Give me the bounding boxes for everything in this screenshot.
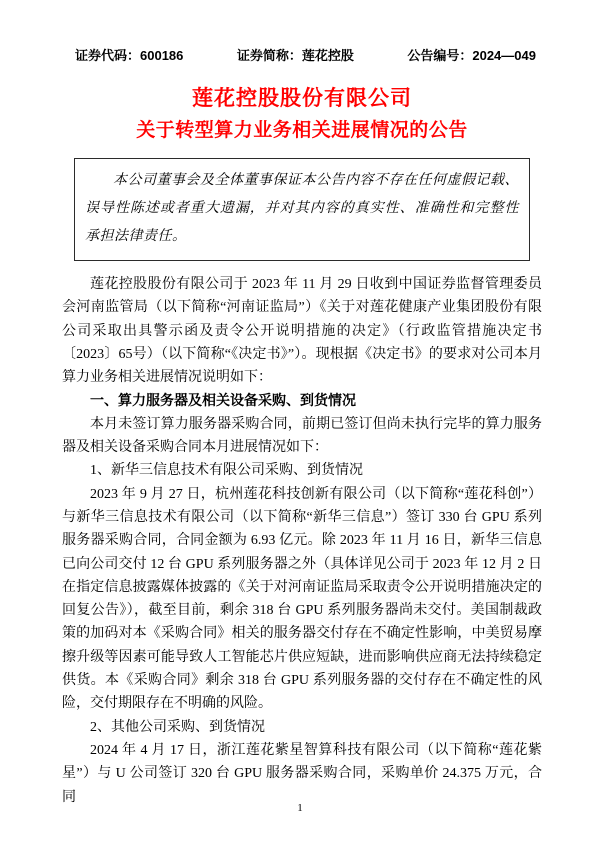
announcement-subject-title: 关于转型算力业务相关进展情况的公告 xyxy=(136,120,468,141)
securities-header-row xyxy=(62,48,542,64)
document-title xyxy=(62,86,542,143)
stock-abbr-label: 证券简称： xyxy=(236,48,302,63)
stock-abbr-value: 莲花控股 xyxy=(301,48,354,63)
stock-code-label: 证券代码： xyxy=(75,48,141,63)
body-paragraph: 本月未签订算力服务器采购合同，前期已签订但尚未执行完毕的算力服务器及相关设备采购合同本月进展情况如下： xyxy=(62,416,542,456)
body-subheading: 2、其他公司采购、到货情况 xyxy=(90,719,265,735)
body-heading: 一、算力服务器及相关设备采购、到货情况 xyxy=(90,392,356,409)
body-paragraph: 2024 年 4 月 17 日，浙江莲花紫星智算科技有限公司（以下简称“莲花紫星”）与 U 公司签订 320 台 GPU 服务器采购合同，采购单价 24.375 万元，合同 xyxy=(62,742,542,805)
board-statement-box xyxy=(74,158,530,261)
announcement-number-label: 公告编号： xyxy=(407,48,473,63)
announcement-number xyxy=(407,48,536,64)
page-number: 1 xyxy=(297,802,303,814)
board-statement-text: 本公司董事会及全体董事保证本公告内容不存在任何虚假记载、误导性陈述或者重大遗漏，并对其内容的真实性、准确性和完整性承担法律责任。 xyxy=(85,173,519,244)
body-subheading: 1、新华三信息技术有限公司采购、到货情况 xyxy=(90,463,363,479)
stock-code xyxy=(75,48,183,64)
document-body xyxy=(62,273,542,809)
body-paragraph: 莲花控股股份有限公司于 2023 年 11 月 29 日收到中国证券监督管理委员会河南监管局（以下简称“河南证监局”）《关于对莲花健康产业集团股份有限公司采取出具警示函及责令公开说明措施的决定》（行政监管措施决定书〔2023〕65号）（以下简称“《决定书》”）。现根据《决定书》的要求对公司本月算力业务相关进展情况说明如下： xyxy=(62,277,542,386)
body-paragraph: 2023 年 9 月 27 日，杭州莲花科技创新有限公司（以下简称“莲花科创”）与新华三信息技术有限公司（以下简称“新华三信息”）签订 330 台 GPU 系列服务器采购合同，合同金额为 6.93 亿元。除 2023 年 11 月 16 日，新华三信息已向公司交付 12 台 GPU 系列服务器之外（具体详见公司于 2023 年 12 月 2 日在指定信息披露媒体披露的《关于对河南证监局采取责令公开说明措施决定的回复公告》），截至目前，剩余 318 台 GPU 系列服务器尚未交付。美国制裁政策的加码对本《采购合同》相关的服务器交付存在不确定性影响，中美贸易摩擦升级等因素可能导致人工智能芯片供应短缺，进而影响供应商无法持续稳定供货。本《采购合同》剩余 318 台 GPU 系列服务器的交付存在不确定性的风险，交付期限存在不明确的风险。 xyxy=(62,486,542,712)
stock-abbr xyxy=(237,48,354,64)
announcement-number-value: 2024—049 xyxy=(472,48,536,63)
stock-code-value: 600186 xyxy=(140,48,184,63)
company-name-title: 莲花控股股份有限公司 xyxy=(192,87,412,110)
